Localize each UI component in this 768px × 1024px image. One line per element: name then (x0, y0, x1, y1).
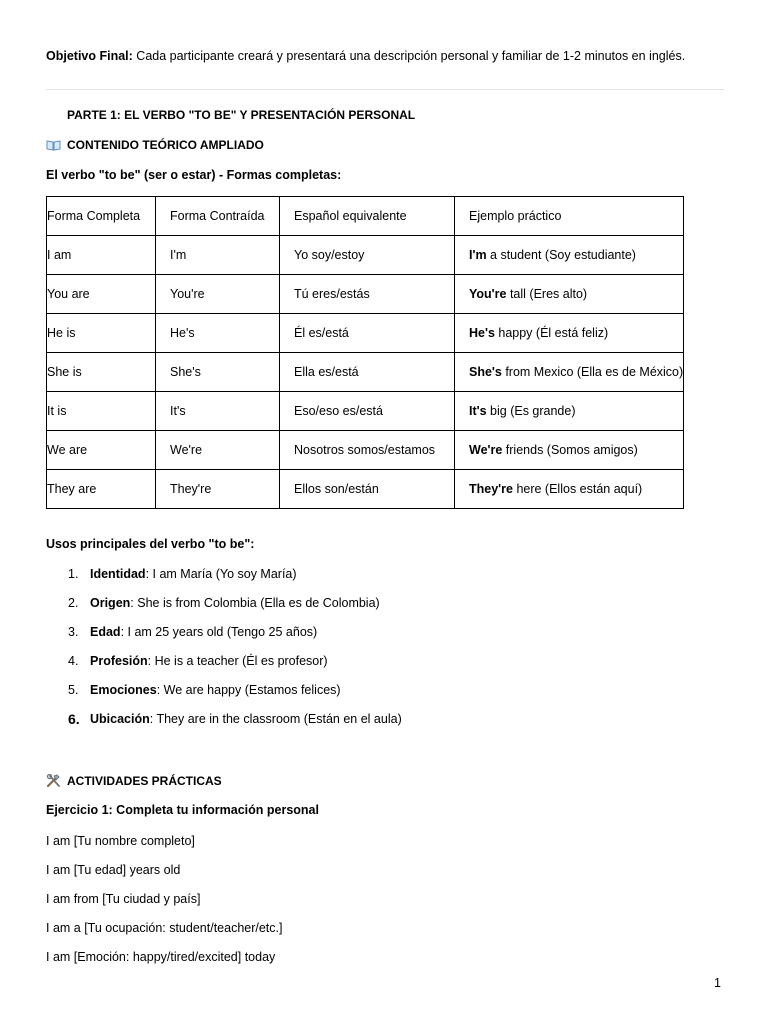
example-rest: from Mexico (Ella es de México) (501, 365, 684, 379)
cell-spanish: Ella es/está (280, 353, 455, 392)
cell-full: He is (47, 314, 156, 353)
list-number: 4. (68, 654, 79, 668)
cell-example (455, 275, 684, 314)
cell-full: You are (47, 275, 156, 314)
theory-heading-text: CONTENIDO TEÓRICO AMPLIADO (67, 138, 264, 152)
cell-example (455, 392, 684, 431)
cell-full: We are (47, 431, 156, 470)
header-full-form: Forma Completa (47, 197, 156, 236)
cell-example (455, 470, 684, 509)
table-row (47, 431, 684, 470)
cell-spanish: Nosotros somos/estamos (280, 431, 455, 470)
use-text: : I am 25 years old (Tengo 25 años) (120, 625, 318, 639)
objective-label: Objetivo Final: (46, 49, 133, 63)
example-bold: We're (469, 443, 503, 457)
cell-spanish: Tú eres/estás (280, 275, 455, 314)
cell-spanish: Eso/eso es/está (280, 392, 455, 431)
table-row (47, 236, 684, 275)
list-item (46, 562, 402, 591)
cell-short: You're (156, 275, 280, 314)
list-item (46, 620, 402, 649)
example-rest: happy (Él está feliz) (494, 326, 609, 340)
list-number: 6. (68, 711, 80, 727)
cell-spanish: Yo soy/estoy (280, 236, 455, 275)
page-number: 1 (714, 976, 721, 990)
example-rest: friends (Somos amigos) (502, 443, 638, 457)
exercise1-lines (46, 832, 282, 977)
cell-example (455, 236, 684, 275)
cell-spanish: Ellos son/están (280, 470, 455, 509)
table-header-row (47, 197, 684, 236)
example-rest: a student (Soy estudiante) (486, 248, 636, 262)
list-item (46, 649, 402, 678)
example-rest: here (Ellos están aquí) (512, 482, 643, 496)
example-bold: You're (469, 287, 507, 301)
list-number: 5. (68, 683, 79, 697)
exercise-line: I am a [Tu ocupación: student/teacher/etc.] (46, 921, 283, 935)
objective-paragraph (46, 47, 685, 65)
cell-short: He's (156, 314, 280, 353)
theory-heading (46, 138, 264, 152)
use-text: : He is a teacher (Él es profesor) (147, 654, 328, 668)
table-row (47, 392, 684, 431)
cell-example (455, 431, 684, 470)
cell-short: I'm (156, 236, 280, 275)
table-row (47, 353, 684, 392)
header-contracted-form: Forma Contraída (156, 197, 280, 236)
use-text: : I am María (Yo soy María) (145, 567, 297, 581)
list-item (46, 678, 402, 707)
use-label: Profesión (90, 654, 148, 668)
cell-full: I am (47, 236, 156, 275)
cell-full: It is (47, 392, 156, 431)
use-text: : They are in the classroom (Están en el aula) (149, 712, 402, 726)
exercise-line: I am [Tu edad] years old (46, 863, 181, 877)
cell-full: They are (47, 470, 156, 509)
example-bold: They're (469, 482, 513, 496)
cell-short: They're (156, 470, 280, 509)
objective-text: Cada participante creará y presentará una descripción personal y familiar de 1-2 minutos en inglés. (132, 49, 686, 63)
exercise-line: I am from [Tu ciudad y país] (46, 892, 201, 906)
example-bold: It's (469, 404, 487, 418)
exercise1-title: Ejercicio 1: Completa tu información personal (46, 803, 319, 817)
divider (46, 89, 724, 90)
list-number: 2. (68, 596, 79, 610)
table-row (47, 314, 684, 353)
list-number: 3. (68, 625, 79, 639)
use-label: Ubicación (90, 712, 150, 726)
forms-title: El verbo "to be" (ser o estar) - Formas completas: (46, 168, 342, 182)
cell-short: It's (156, 392, 280, 431)
part-title: PARTE 1: EL VERBO "TO BE" Y PRESENTACIÓN PERSONAL (67, 108, 416, 122)
activities-heading-text: ACTIVIDADES PRÁCTICAS (67, 774, 222, 788)
use-text: : She is from Colombia (Ella es de Colombia) (130, 596, 380, 610)
table-row (47, 470, 684, 509)
example-rest: tall (Eres alto) (506, 287, 588, 301)
verb-to-be-table (46, 196, 684, 509)
tools-icon (46, 774, 62, 788)
use-label: Identidad (90, 567, 146, 581)
exercise-line: I am [Emoción: happy/tired/excited] today (46, 950, 276, 964)
cell-full: She is (47, 353, 156, 392)
open-book-icon (46, 139, 61, 151)
use-label: Edad (90, 625, 121, 639)
example-bold: He's (469, 326, 495, 340)
header-example: Ejemplo práctico (455, 197, 684, 236)
cell-short: She's (156, 353, 280, 392)
exercise-line: I am [Tu nombre completo] (46, 834, 195, 848)
uses-list (46, 562, 402, 739)
use-label: Origen (90, 596, 131, 610)
example-rest: big (Es grande) (486, 404, 576, 418)
cell-example (455, 314, 684, 353)
list-item (46, 591, 402, 620)
use-label: Emociones (90, 683, 157, 697)
example-bold: I'm (469, 248, 487, 262)
cell-example (455, 353, 684, 392)
list-number: 1. (68, 567, 79, 581)
list-item (46, 707, 402, 739)
uses-title: Usos principales del verbo "to be": (46, 537, 255, 551)
cell-spanish: Él es/está (280, 314, 455, 353)
header-spanish: Español equivalente (280, 197, 455, 236)
use-text: : We are happy (Estamos felices) (156, 683, 341, 697)
cell-short: We're (156, 431, 280, 470)
activities-heading (46, 774, 222, 788)
example-bold: She's (469, 365, 502, 379)
table-row (47, 275, 684, 314)
